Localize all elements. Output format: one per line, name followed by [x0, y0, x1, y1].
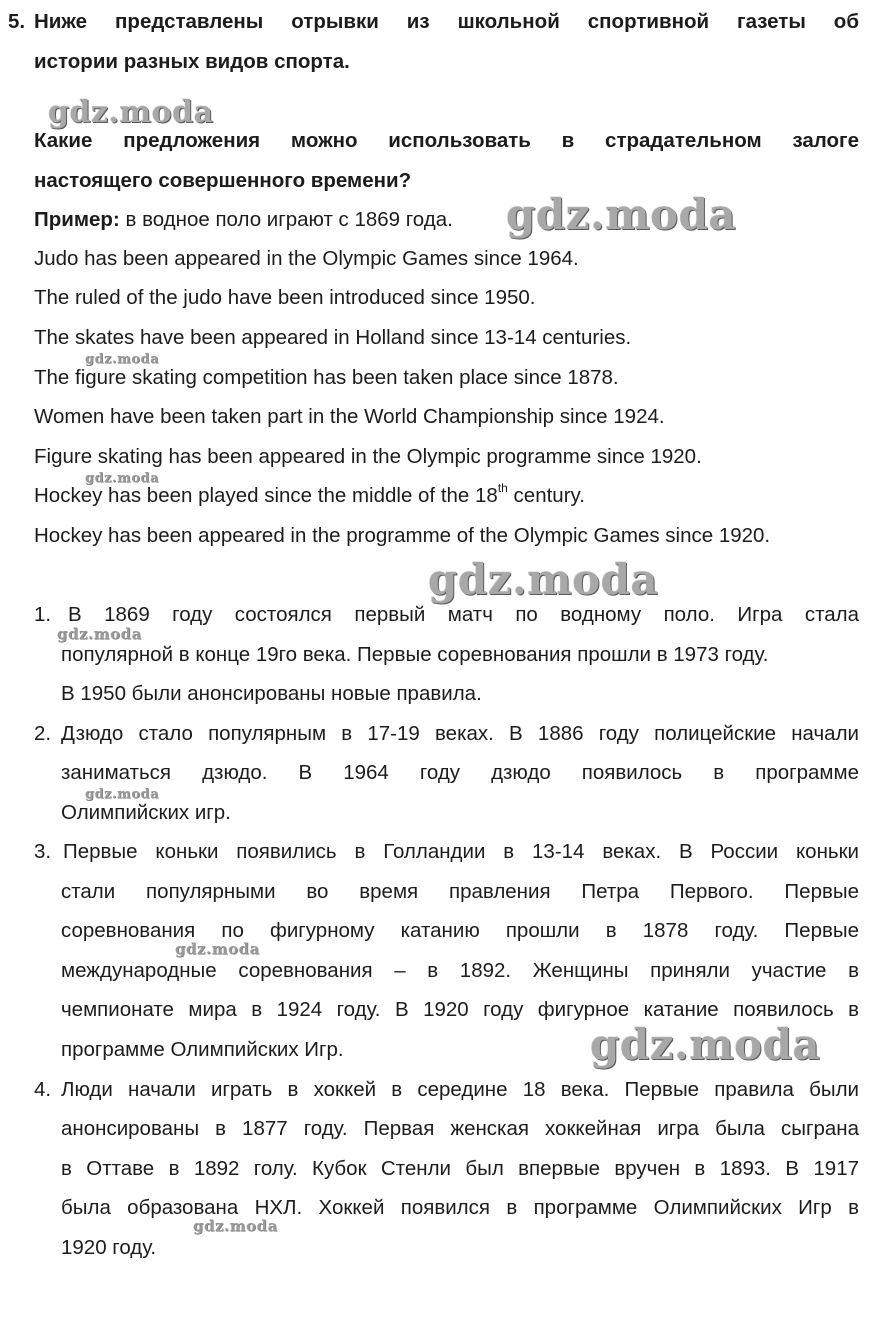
task-title-line-1: Ниже представлены отрывки из школьной спортивной газеты об — [34, 10, 859, 33]
task-number: 5. — [8, 10, 26, 33]
watermark-logo: gdz.moda — [85, 471, 160, 486]
passage-2-number: 2. — [34, 722, 52, 745]
watermark-logo: gdz.moda — [48, 95, 214, 130]
watermark-logo: gdz.moda — [85, 787, 160, 802]
example-line — [34, 208, 453, 232]
passage-3-line-2: стали популярными во время правления Петра Первого. Первые — [61, 880, 859, 903]
passage-4-line-3: в Оттаве в 1892 голу. Кубок Стенли был впервые вручен в 1893. В 1917 — [61, 1157, 859, 1180]
passage-3-line-4: международные соревнования – в 1892. Женщины приняли участие в — [61, 959, 859, 982]
watermark-logo: gdz.moda — [506, 190, 737, 239]
watermark-logo: gdz.moda — [175, 940, 260, 958]
passage-4-number: 4. — [34, 1078, 52, 1101]
task-title-line-2: истории разных видов спорта. — [34, 50, 350, 73]
answer-line-1: Judo has been appeared in the Olympic Games since 1964. — [34, 247, 579, 270]
hockey-text-after: century. — [507, 484, 585, 507]
answer-line-5: Women have been taken part in the World Championship since 1924. — [34, 405, 665, 428]
passage-3-line-5: чемпионате мира в 1924 году. В 1920 году фигурное катание появилось в — [61, 998, 859, 1021]
answer-line-2: The ruled of the judo have been introduced since 1950. — [34, 286, 536, 309]
passage-4-line-4: была образована НХЛ. Хоккей появился в программе Олимпийских Игр в — [61, 1196, 859, 1219]
passage-3-number: 3. — [34, 840, 52, 863]
example-label: Пример: — [34, 208, 120, 231]
passage-2-line-3: Олимпийских игр. — [61, 801, 231, 824]
answer-line-3: The skates have been appeared in Holland since 13-14 centuries. — [34, 326, 632, 349]
example-text: в водное поло играют с 1869 года. — [119, 208, 453, 231]
watermark-logo: gdz.moda — [85, 352, 160, 367]
watermark-logo: gdz.moda — [428, 555, 659, 604]
passage-3-line-3: соревнования по фигурному катанию прошли в 1878 году. Первые — [61, 919, 859, 942]
task-question-line-2: настоящего совершенного времени? — [34, 169, 412, 192]
watermark-logo: gdz.moda — [57, 625, 142, 643]
answer-line-4: The figure skating competition has been taken place since 1878. — [34, 366, 619, 389]
answer-line-8: Hockey has been appeared in the programme of the Olympic Games since 1920. — [34, 524, 771, 547]
passage-1-number: 1. — [34, 603, 52, 626]
passage-4-line-2: анонсированы в 1877 году. Первая женская хоккейная игра была сыграна — [61, 1117, 859, 1140]
passage-4-line-5: 1920 году. — [61, 1236, 157, 1259]
passage-3-line-6: программе Олимпийских Игр. — [61, 1038, 344, 1061]
watermark-logo: gdz.moda — [590, 1020, 821, 1069]
passage-1-line-1: В 1869 году состоялся первый матч по водному поло. Игра стала — [68, 603, 859, 626]
hockey-superscript: th — [497, 481, 508, 496]
passage-2-line-2: заниматься дзюдо. В 1964 году дзюдо появилось в программе — [61, 761, 859, 784]
passage-3-line-1: Первые коньки появились в Голландии в 13-14 веках. В России коньки — [63, 840, 859, 863]
answer-line-7 — [34, 481, 585, 508]
passage-2-line-1: Дзюдо стало популярным в 17-19 веках. В 1886 году полицейские начали — [61, 722, 859, 745]
answer-line-6: Figure skating has been appeared in the Olympic programme since 1920. — [34, 445, 702, 468]
task-question-line-1: Какие предложения можно использовать в страдательном залоге — [34, 129, 859, 152]
passage-4-line-1: Люди начали играть в хоккей в середине 18 века. Первые правила были — [61, 1078, 859, 1101]
hockey-text-before: Hockey has been played since the middle of the 18 — [34, 484, 498, 507]
watermark-logo: gdz.moda — [193, 1217, 278, 1235]
passage-1-line-3: В 1950 были анонсированы новые правила. — [61, 682, 482, 705]
passage-1-line-2: популярной в конце 19го века. Первые соревнования прошли в 1973 году. — [61, 643, 769, 666]
